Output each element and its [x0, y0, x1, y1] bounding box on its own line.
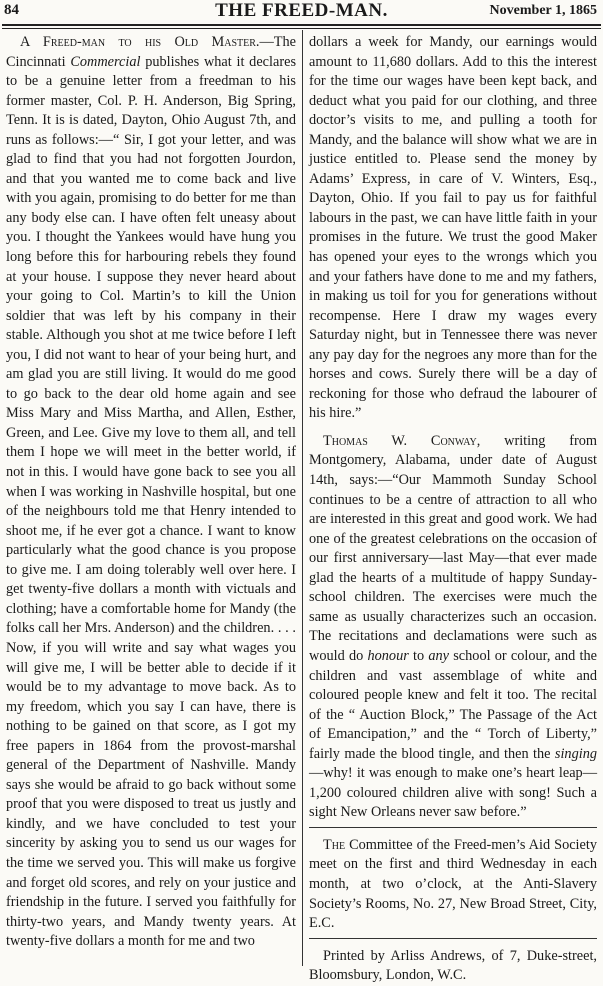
left-column	[6, 33, 296, 952]
article-committee-notice: The Committee of the Freed-men’s Aid Society meet on the first and third Wednesday in each month, at two o’clock, at the Anti-Slavery Society’s Rooms, No. 27, New Broad Street, City, E.C.	[309, 836, 597, 932]
article-sunday-school: Thomas W. Conway, writing from Montgomery, Alabama, under date of August 14th, says:—“Our Mammoth Sunday School continues to be a centre of attraction to all who are interested in this great and good work. We had one of the greatest celebrations on the occasion of our first anniversary—last May—that ever made glad the hearts of a multitude of happy Sunday-school children. The exercises were much the same as usually characterizes such an occasion. The recitations and declamations were such as would do honour to any school or colour, and the children and vast assemblage of white and coloured people knew and felt it too. The recital of the “ Auction Block,” The Passage of the Act of Emancipation,” and the “ Torch of Liberty,” fairly made the blood tingle, and then the singing—why! it was enough to make one’s heart leap—1,200 coloured children alive with song! Such a sight New Orleans never saw before.”	[309, 432, 597, 821]
article-heading: A Freed-man to his Old Master.	[20, 34, 260, 50]
page-number: 84	[4, 2, 19, 18]
newspaper-title: THE FREED-MAN.	[215, 0, 388, 21]
header-rule-thin	[2, 28, 601, 29]
article-separator	[309, 827, 597, 828]
printer-imprint: Printed by Arliss Andrews, of 7, Duke-street, Bloomsbury, London, W.C.	[309, 947, 597, 984]
column-divider	[302, 30, 303, 966]
issue-date: November 1, 1865	[489, 3, 597, 18]
right-column	[309, 33, 597, 986]
article-freedman-letter: A Freed-man to his Old Master.—The Cincinnati Commercial publishes what it declares to be a genuine letter from a freedman to his former master, Col. P. H. Anderson, Big Spring, Tenn. It is is dated, Dayton, Ohio August 7th, and runs as follows:—“ Sir, I got your letter, and was glad to find that you had not forgotten Jourdon, and that you wanted me to come back and live with you again, promising to do better for me than any body else can. I have often felt uneasy about you. I thought the Yankees would have hung you long before this for harbouring rebels they found at your house. I suppose they never heard about your going to Col. Martin’s to kill the Union soldier that was left by his company in their stable. Although you shot at me twice before I left you, I did not want to hear of your being hurt, and am glad you are still living. It would do me good to go back to the dear old home again and see Miss Mary and Miss Martha, and Allen, Esther, Green, and Lee. Give my love to them all, and tell them I hope we will meet in the better world, if not in this. I would have gone back to see you all when I was working in Nashville hospital, but one of the neighbours told me that Henry intended to shoot me, if he ever got a chance. I want to know particularly what the good chance is you propose to give me. I am doing tolerably well over here. I get twenty-five dollars a month with victuals and clothing; have a comfortable home for Mandy (the folks call her Mrs. Anderson) and the children. . . . Now, if you will write and say what wages you will give me, I will be better able to decide if it would be to my advantage to move back. As to my freedom, which you say I can have, there is nothing to be gained on that score, as I got my free papers in 1864 from the provost-marshal general of the Department of Nashville. Mandy says she would be afraid to go back without some proof that you were disposed to treat us justly and kindly, and we have concluded to test your sincerity by asking you to send us our wages for the time we served you. This will make us forgive and forget old scores, and rely on your justice and friendship in the future. I served you faithfully for thirty-two years, and Mandy twenty years. At twenty-five dollars a month for me and two	[6, 34, 297, 950]
article-continuation	[309, 33, 597, 424]
page-header	[0, 0, 603, 22]
article-freedman-letter-continued: dollars a week for Mandy, our earnings would amount to 11,680 dollars. Add to this the interest for the time our wages have been kept back, and deduct what you paid for our clothing, and three doctor’s visits to me, and pulling a tooth for Mandy, and the balance will show what we are in justice entitled to. Please send the money by Adams’ Express, in care of V. Winters, Esq., Dayton, Ohio. If you fail to pay us for faithful labours in the past, we can have little faith in your promises in the future. We trust the good Maker has opened your eyes to the wrongs which you and your fathers have done to me and my fathers, in making us toil for you for generations without recompense. Here I draw my wages every Saturday night, but in Tennessee there was never any pay day for the negroes any more than for the horses and cows. Surely there will be a day of reckoning for those who defraud the labourer of his hire.”	[309, 34, 597, 422]
imprint-separator	[309, 938, 597, 939]
header-rule	[2, 24, 601, 26]
article-lead-name: Thomas W. Conway,	[323, 432, 481, 449]
article-lead-word: The	[323, 836, 346, 853]
